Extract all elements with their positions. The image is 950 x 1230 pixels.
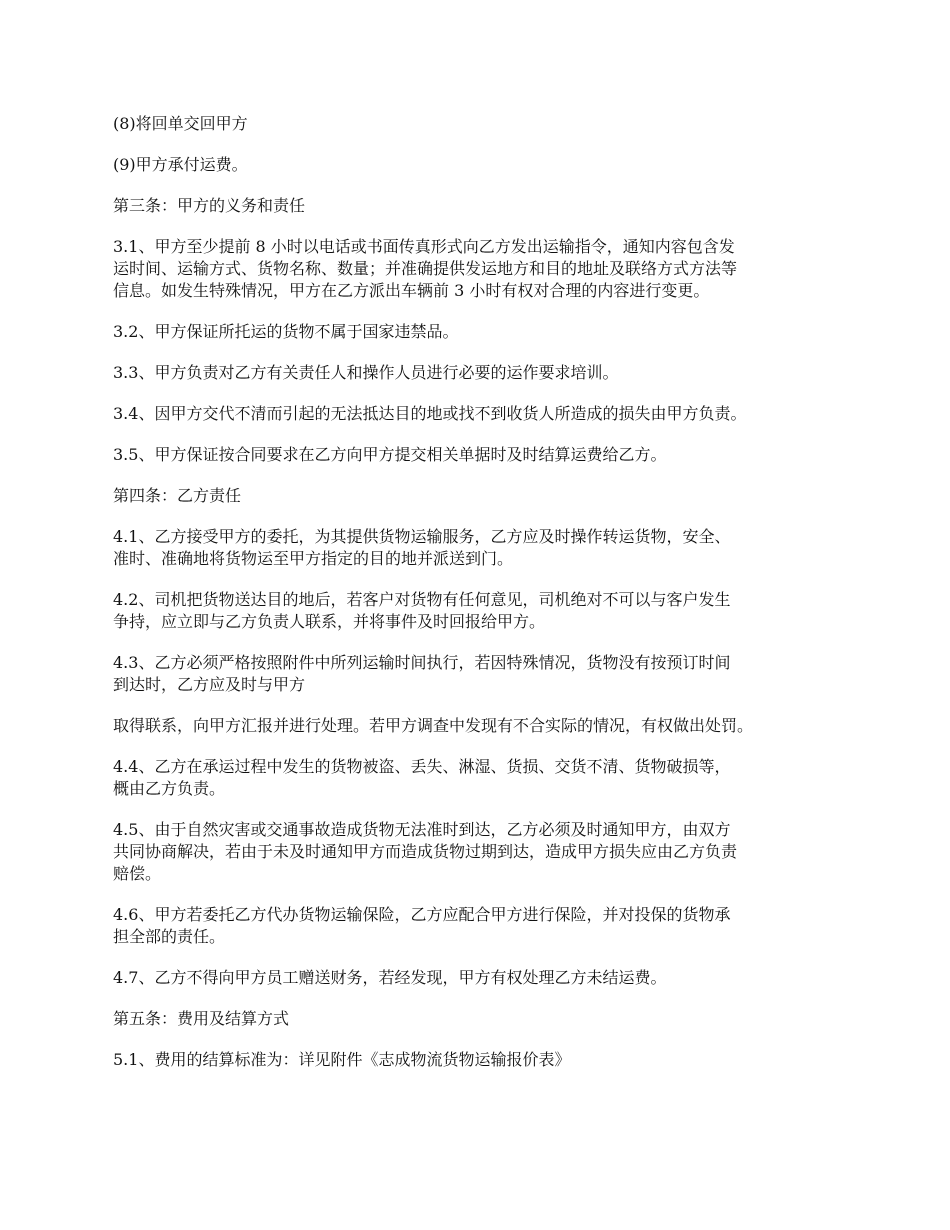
paragraph: (8)将回单交回甲方 — [113, 114, 248, 133]
paragraph: 3.2、甲方保证所托运的货物不属于国家违禁品。 — [113, 322, 459, 341]
paragraph: 3.5、甲方保证按合同要求在乙方向甲方提交相关单据时及时结算运费给乙方。 — [113, 445, 667, 464]
paragraph: 3.4、因甲方交代不清而引起的无法抵达目的地或找不到收货人所造成的损失由甲方负责。 — [113, 404, 747, 423]
paragraph: 4.7、乙方不得向甲方员工赠送财务，若经发现，甲方有权处理乙方未结运费。 — [113, 968, 667, 987]
paragraph: 3.3、甲方负责对乙方有关责任人和操作人员进行必要的运作要求培训。 — [113, 363, 619, 382]
document-body — [113, 113, 858, 1090]
paragraph: (9)甲方承付运费。 — [113, 155, 248, 174]
section-heading: 第三条：甲方的义务和责任 — [113, 196, 306, 215]
paragraph: 4.6、甲方若委托乙方代办货物运输保险，乙方应配合甲方进行保险，并对投保的货物承 担全部的责任。 — [113, 905, 731, 946]
paragraph: 5.1、费用的结算标准为：详见附件《志成物流货物运输报价表》 — [113, 1050, 571, 1069]
paragraph: 4.4、乙方在承运过程中发生的货物被盗、丢失、淋湿、货损、交货不清、货物破损等， 概由乙方负责。 — [113, 757, 731, 798]
section-heading: 第四条：乙方责任 — [113, 486, 242, 505]
paragraph: 4.3、乙方必须严格按照附件中所列运输时间执行，若因特殊情况，货物没有按预订时间 到达时，乙方应及时与甲方 — [113, 653, 731, 694]
paragraph: 4.5、由于自然灾害或交通事故造成货物无法准时到达，乙方必须及时通知甲方，由双方 共同协商解决，若由于未及时通知甲方而造成货物过期到达，造成甲方损失应由乙方负责 赔偿。 — [113, 820, 738, 883]
paragraph: 4.1、乙方接受甲方的委托，为其提供货物运输服务，乙方应及时操作转运货物，安全、 准时、准确地将货物运至甲方指定的目的地并派送到门。 — [113, 527, 731, 568]
paragraph: 4.2、司机把货物送达目的地后，若客户对货物有任何意见，司机绝对不可以与客户发生 争持，应立即与乙方负责人联系，并将事件及时回报给甲方。 — [113, 590, 731, 631]
paragraph: 3.1、甲方至少提前 8 小时以电话或书面传真形式向乙方发出运输指令，通知内容包含发 运时间、运输方式、货物名称、数量；并准确提供发运地方和目的地址及联络方式方法等 信息。如发生特殊情况，甲方在乙方派出车辆前 3 小时有权对合理的内容进行变更。 — [113, 237, 738, 300]
paragraph: 取得联系，向甲方汇报并进行处理。若甲方调查中发现有不合实际的情况，有权做出处罚。 — [113, 716, 754, 735]
section-heading: 第五条：费用及结算方式 — [113, 1009, 290, 1028]
